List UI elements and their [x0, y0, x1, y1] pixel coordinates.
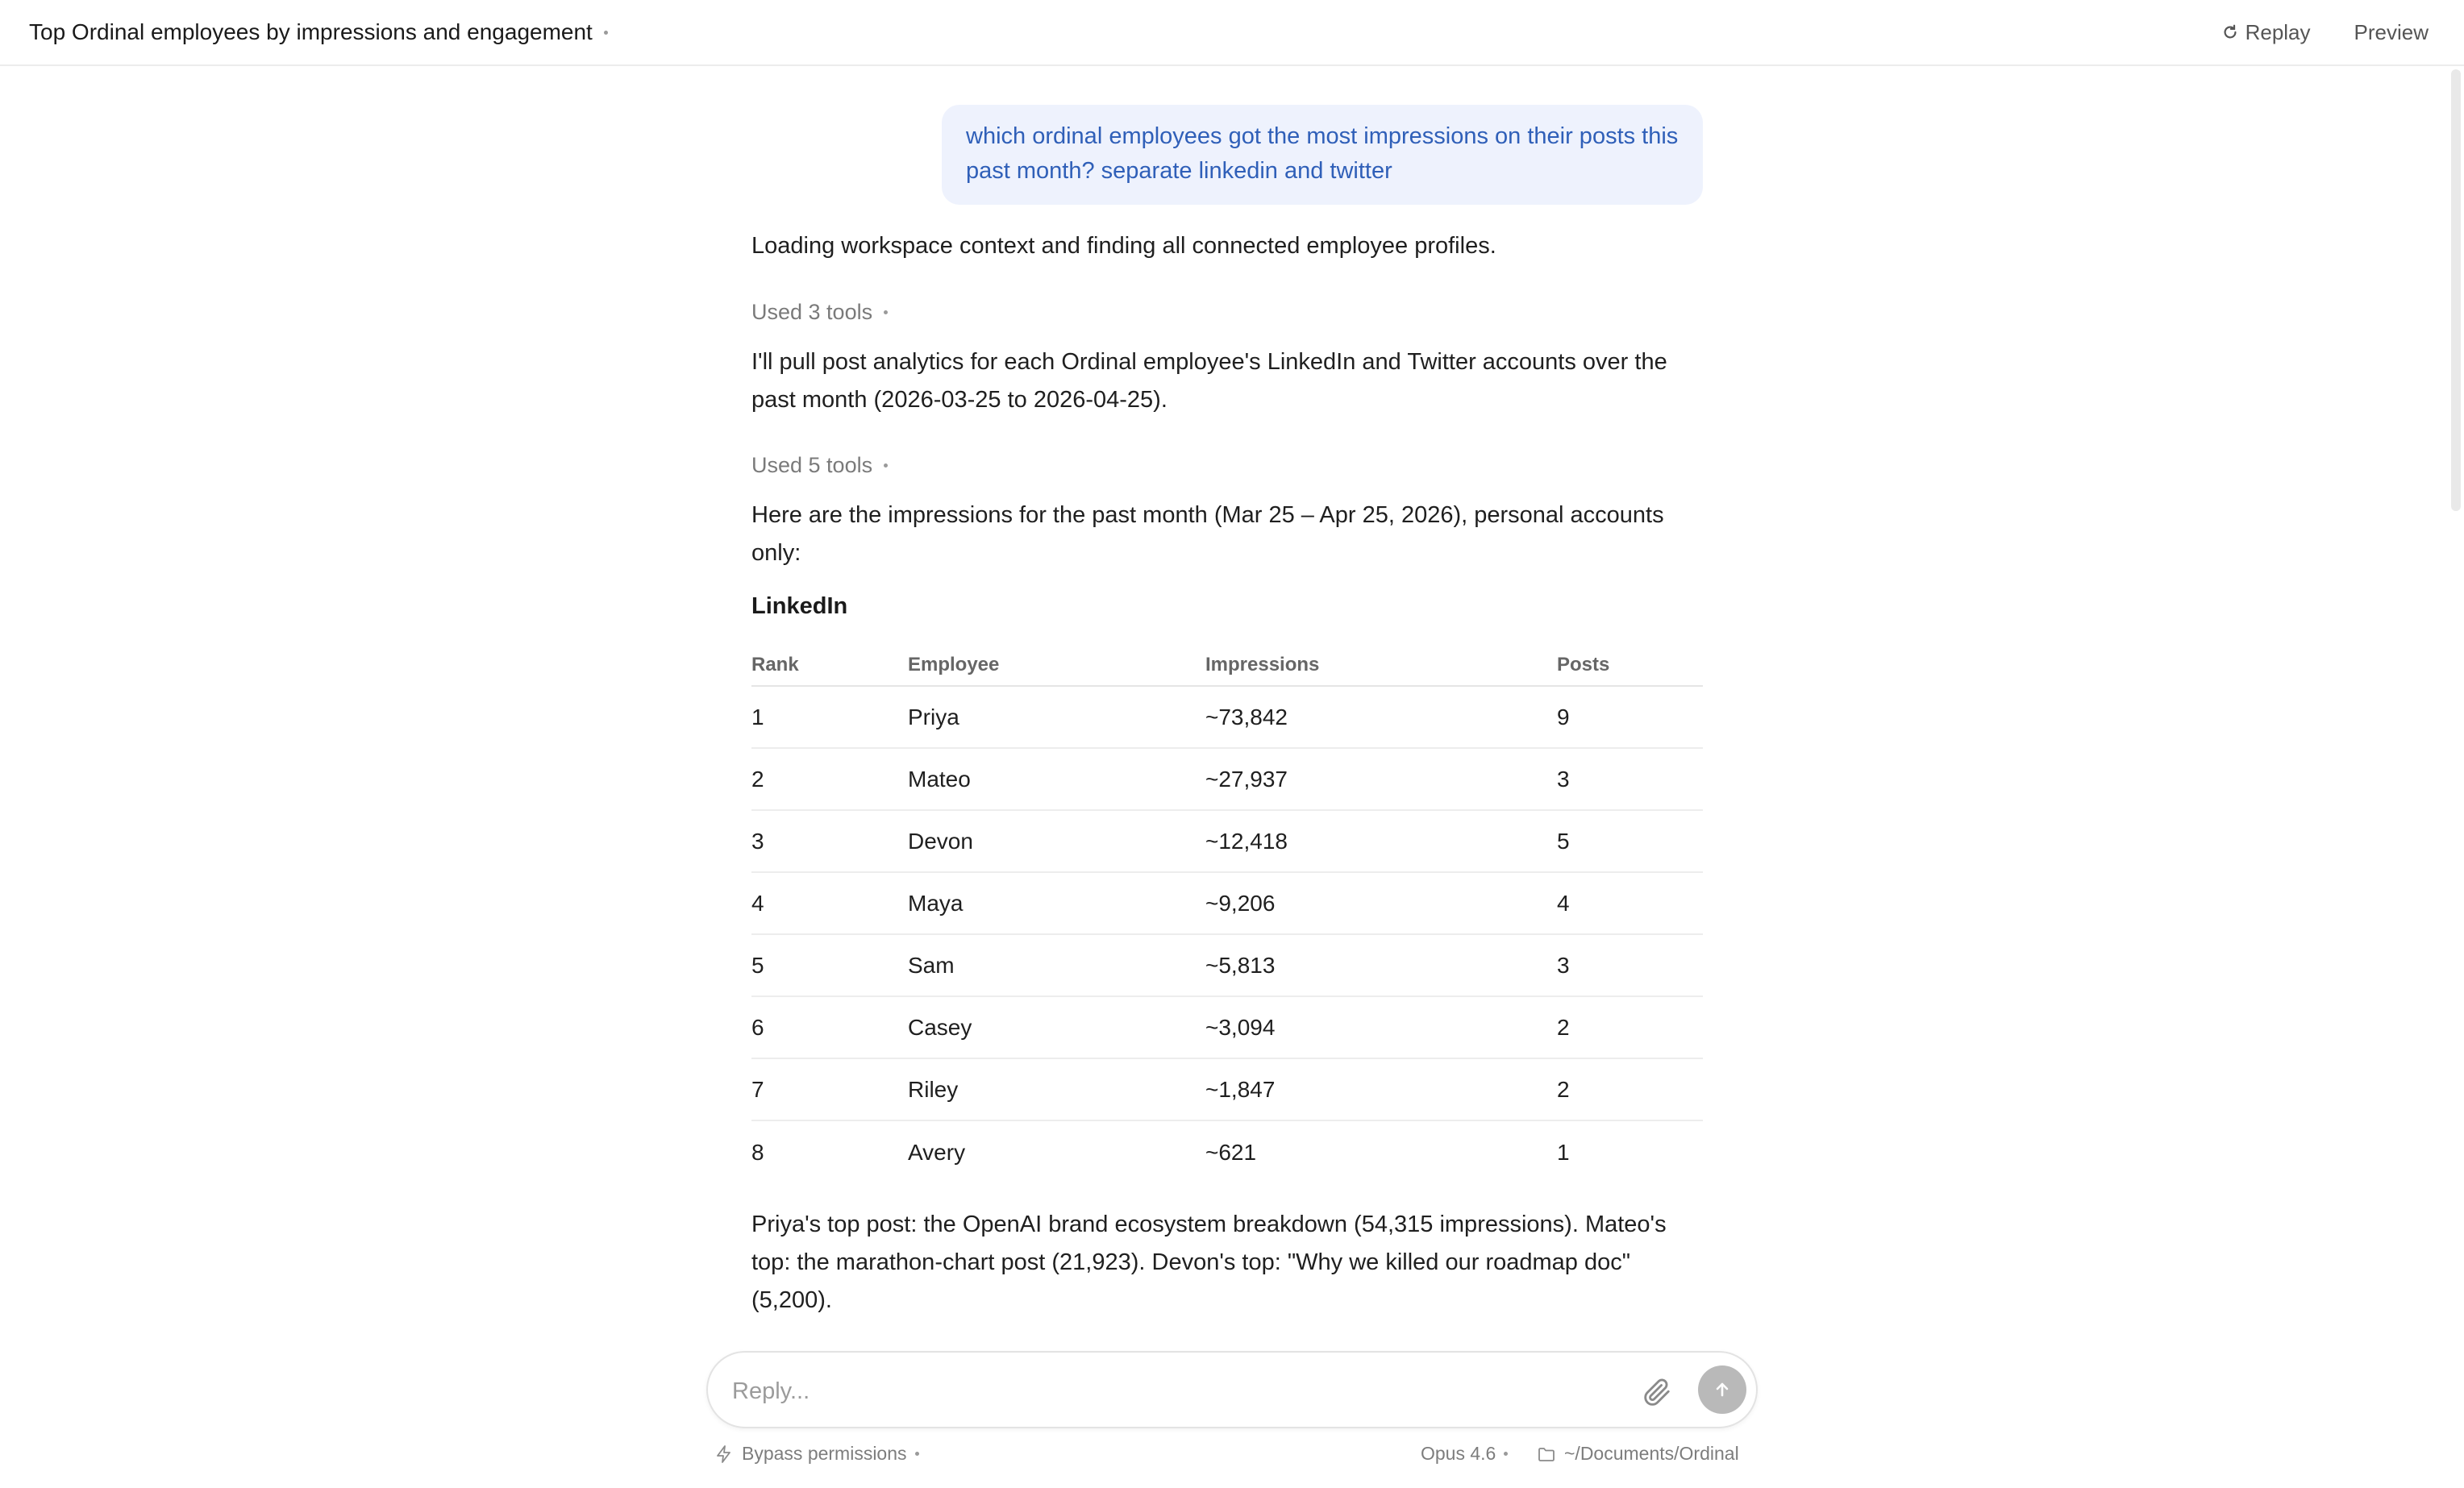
- column-header-rank: Rank: [751, 654, 799, 675]
- impressions-cell: ~1,847: [1205, 1076, 1276, 1102]
- permissions-label: Bypass permissions: [742, 1443, 907, 1464]
- model-selector[interactable]: [1421, 1443, 1508, 1465]
- posts-cell: 3: [1557, 766, 1570, 792]
- impressions-cell: ~12,418: [1205, 828, 1288, 854]
- conversation-title-group[interactable]: [29, 19, 608, 45]
- column-header-impressions: Impressions: [1205, 654, 1320, 675]
- employee-cell: Mateo: [908, 766, 971, 792]
- arrow-up-icon: [1713, 1380, 1732, 1399]
- table-row: [751, 749, 1703, 811]
- linkedin-impressions-table: [751, 645, 1703, 1183]
- path-label: ~/Documents/Ordinal: [1564, 1443, 1739, 1464]
- expand-dot-icon: [884, 310, 888, 314]
- reply-input[interactable]: [732, 1374, 1619, 1409]
- preview-label: Preview: [2354, 19, 2429, 44]
- table-row: [751, 1121, 1703, 1183]
- table-row: [751, 997, 1703, 1059]
- table-row: [751, 935, 1703, 997]
- impressions-cell: ~9,206: [1205, 890, 1276, 916]
- employee-cell: Priya: [908, 704, 959, 729]
- table-row: [751, 873, 1703, 935]
- posts-cell: 2: [1557, 1076, 1570, 1102]
- impressions-cell: ~5,813: [1205, 952, 1276, 978]
- assistant-loading-text: Loading workspace context and finding all connected employee profiles.: [751, 233, 1496, 259]
- employee-cell: Maya: [908, 890, 964, 916]
- posts-cell: 1: [1557, 1139, 1570, 1165]
- table-row: [751, 687, 1703, 749]
- rank-cell: 4: [751, 890, 764, 916]
- reply-composer: [706, 1351, 1758, 1428]
- expand-dot-icon: [884, 463, 888, 468]
- column-header-employee: Employee: [908, 654, 1000, 675]
- posts-cell: 2: [1557, 1014, 1570, 1040]
- tools-used-label: Used 3 tools: [751, 300, 873, 324]
- posts-cell: 9: [1557, 704, 1570, 729]
- assistant-pull-text: I'll pull post analytics for each Ordinal employee's LinkedIn and Twitter accounts over the past month (2026-03-25 to 2026-04-25).: [751, 349, 1667, 413]
- impressions-cell: ~3,094: [1205, 1014, 1276, 1040]
- assistant-intro-text: Here are the impressions for the past month (Mar 25 – Apr 25, 2026), personal accounts only:: [751, 502, 1664, 566]
- dropdown-dot-icon: [915, 1452, 919, 1456]
- rank-cell: 7: [751, 1076, 764, 1102]
- employee-cell: Devon: [908, 828, 973, 854]
- impressions-cell: ~621: [1205, 1139, 1257, 1165]
- title-menu-dot-icon[interactable]: [604, 31, 608, 35]
- tools-used-label: Used 5 tools: [751, 453, 873, 477]
- impressions-cell: ~73,842: [1205, 704, 1288, 729]
- working-directory-selector[interactable]: [1537, 1443, 1739, 1465]
- header-actions: [2221, 20, 2435, 45]
- column-header-posts: Posts: [1557, 654, 1610, 675]
- attach-paperclip-icon[interactable]: [1642, 1377, 1672, 1407]
- top-bar: [0, 0, 2464, 66]
- table-row: [751, 1059, 1703, 1121]
- replay-label: Replay: [2245, 19, 2311, 44]
- posts-cell: 3: [1557, 952, 1570, 978]
- rank-cell: 6: [751, 1014, 764, 1040]
- linkedin-section-title: LinkedIn: [751, 593, 848, 619]
- rank-cell: 2: [751, 766, 764, 792]
- employee-cell: Sam: [908, 952, 955, 978]
- employee-cell: Avery: [908, 1139, 966, 1165]
- assistant-summary-text: Priya's top post: the OpenAI brand ecosystem breakdown (54,315 impressions). Mateo's top: the marathon-chart post (21,923). Devon's top: "Why we killed our roadmap doc" (5,200).: [751, 1212, 1667, 1313]
- replay-button[interactable]: [2221, 20, 2311, 45]
- send-button[interactable]: [1698, 1365, 1746, 1414]
- conversation-title[interactable]: Top Ordinal employees by impressions and engagement: [29, 19, 593, 44]
- folder-icon: [1537, 1444, 1556, 1464]
- dropdown-dot-icon: [1504, 1452, 1508, 1456]
- scrollbar-thumb[interactable]: [2451, 69, 2461, 511]
- preview-button[interactable]: [2354, 20, 2429, 45]
- rank-cell: 3: [751, 828, 764, 854]
- tools-used-toggle-2[interactable]: [751, 453, 888, 478]
- table-row: [751, 811, 1703, 873]
- rank-cell: 1: [751, 704, 764, 729]
- rank-cell: 5: [751, 952, 764, 978]
- user-message-bubble: which ordinal employees got the most impressions on their posts this past month? separate linkedin and twitter: [942, 105, 1703, 205]
- permissions-selector[interactable]: [714, 1443, 919, 1465]
- table-header-row: [751, 645, 1703, 687]
- employee-cell: Casey: [908, 1014, 972, 1040]
- model-label: Opus 4.6: [1421, 1443, 1496, 1464]
- posts-cell: 5: [1557, 828, 1570, 854]
- posts-cell: 4: [1557, 890, 1570, 916]
- rank-cell: 8: [751, 1139, 764, 1165]
- tools-used-toggle-1[interactable]: [751, 300, 888, 325]
- employee-cell: Riley: [908, 1076, 959, 1102]
- impressions-cell: ~27,937: [1205, 766, 1288, 792]
- lightning-icon: [714, 1444, 734, 1464]
- replay-icon: [2221, 23, 2239, 41]
